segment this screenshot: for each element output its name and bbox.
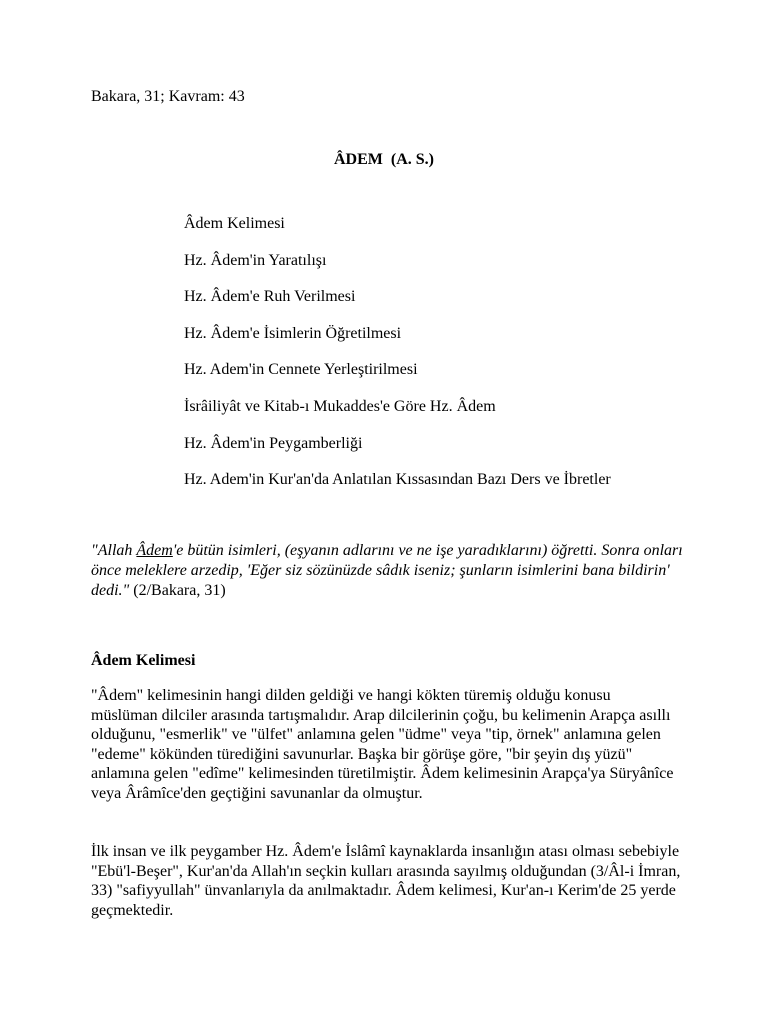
- toc-item: Hz. Âdem'in Peygamberliği: [184, 434, 363, 452]
- toc-item: Hz. Adem'in Cennete Yerleştirilmesi: [184, 361, 418, 379]
- verse-reference: Bakara, 31; Kavram: 43: [91, 88, 245, 105]
- quote-link-adem[interactable]: Âdem: [136, 542, 173, 559]
- toc-item: Hz. Âdem'in Yaratılışı: [184, 251, 327, 269]
- toc-item: Hz. Adem'in Kur'an'da Anlatılan Kıssasından Bazı Ders ve İbretler: [184, 471, 611, 489]
- page-title: ÂDEM (A. S.): [334, 151, 434, 168]
- toc-item: İsrâiliyât ve Kitab-ı Mukaddes'e Göre Hz. Âdem: [184, 397, 496, 415]
- quran-quote: [91, 541, 691, 601]
- toc-item: Hz. Âdem'e Ruh Verilmesi: [184, 288, 356, 306]
- section-heading: Âdem Kelimesi: [91, 652, 196, 669]
- toc-item: Âdem Kelimesi: [184, 215, 285, 232]
- quote-prefix: "Allah: [91, 542, 137, 559]
- section-paragraph: "Âdem" kelimesinin hangi dilden geldiği ve hangi kökten türemiş olduğu konusu müslüman dilciler arasında tartışmalıdır. Arap dilcilerinin çoğu, bu kelimenin Arapça asıllı olduğunu, "esmerlik" ve "ülfet" anlamına gelen "üdme" veya "tip, örnek" anlamına gelen "edeme" kökünden türediğini savunurlar. Başka bir görüşe göre, "bir şeyin dış yüzü" anlamına gelen "edîme" kelimesinden türetilmiştir. Âdem kelimesinin Arapça'ya Süryânîce veya Ârâmîce'den geçtiğini savunanlar da olmuştur.: [91, 687, 674, 802]
- quote-source: (2/Bakara, 31): [129, 582, 226, 599]
- toc-item: Hz. Âdem'e İsimlerin Öğretilmesi: [184, 324, 402, 342]
- section-paragraph: İlk insan ve ilk peygamber Hz. Âdem'e İslâmî kaynaklarda insanlığın atası olması sebebiyle "Ebü'l-Beşer", Kur'an'da Allah'ın seçkin kulları arasında sayılmış olduğundan (3/Âl-i İmran, 33) "safiyyullah" ünvanlarıyla da anılmaktadır. Âdem kelimesi, Kur'an-ı Kerim'de 25 yerde geçmektedir.: [91, 843, 681, 919]
- table-of-contents: [184, 214, 611, 507]
- quote-body: 'e bütün isimleri, (eşyanın adlarını ve ne işe yaradıklarını) öğretti. Sonra onları önce meleklere arzedip, 'Eğer siz sözünüzde sâdık iseniz; şunların isimlerini bana bildirin' dedi.": [91, 542, 683, 599]
